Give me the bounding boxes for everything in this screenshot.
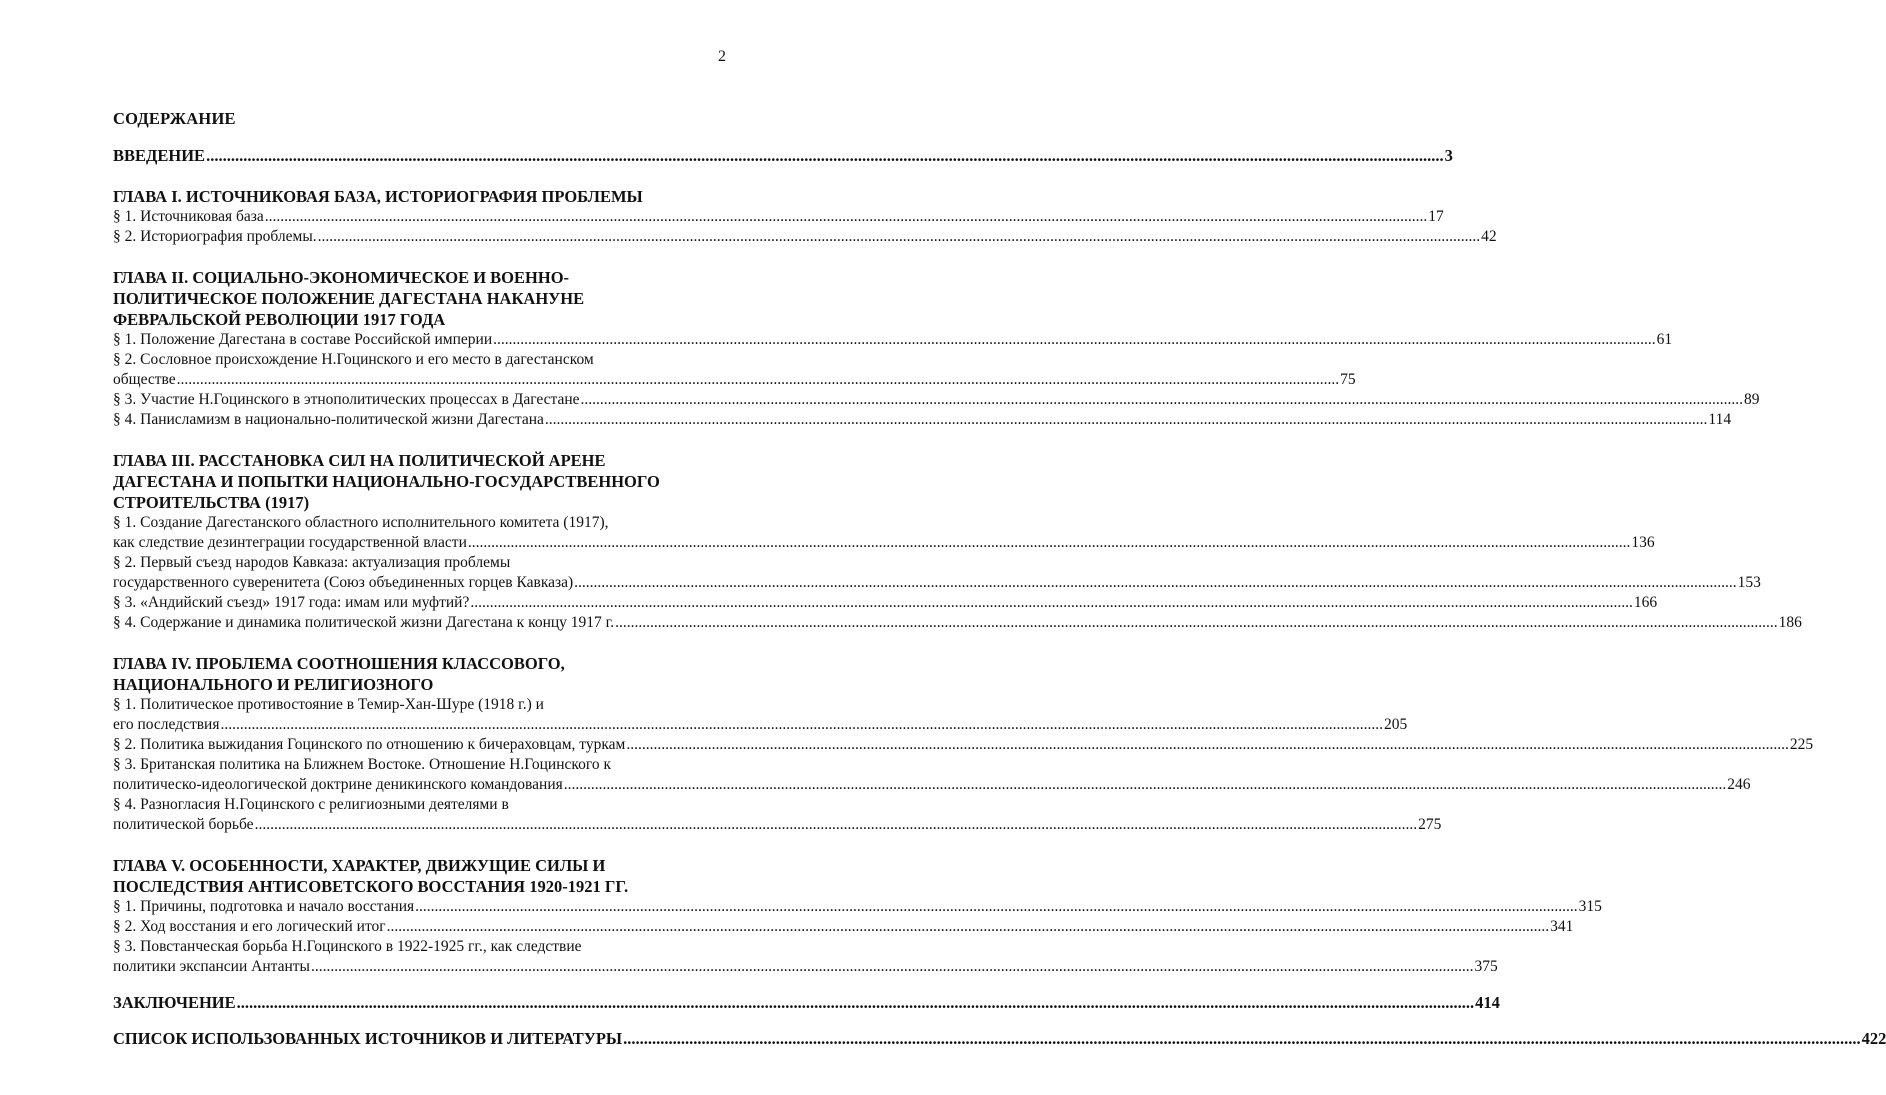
section-title: как следствие дезинтеграции государственной власти [113, 534, 467, 551]
toc-entry [113, 370, 1356, 390]
section-line: § 2. Сословное происхождение Н.Гоцинского и его место в дагестанском [113, 351, 594, 368]
section-line: § 1. Политическое противостояние в Темир-Хан-Шуре (1918 г.) и [113, 696, 544, 713]
dot-leader: ............................................................................................................................................................................................................................................................................................................ [574, 574, 1737, 591]
section-title: обществе [113, 371, 176, 388]
toc-entry [113, 390, 1760, 410]
toc-entry [113, 227, 1497, 247]
entry-title: СПИСОК ИСПОЛЬЗОВАННЫХ ИСТОЧНИКОВ И ЛИТЕРАТУРЫ [113, 1029, 623, 1048]
section-title: государственного суверенитета (Союз объединенных горцев Кавказа) [113, 574, 574, 591]
chapter-block [113, 186, 1497, 247]
section-title: § 2. Историография проблемы. [113, 228, 317, 245]
section-page: 225 [1789, 736, 1814, 753]
dot-leader: ............................................................................................................................................................................................................................................................................................................ [470, 594, 1633, 611]
toc-entry [113, 815, 1442, 835]
section-page: 246 [1727, 776, 1751, 793]
section-page: 153 [1737, 574, 1761, 591]
toc-entry-conclusion [113, 993, 1500, 1013]
dot-leader: ............................................................................................................................................................................................................................................................................................................ [544, 411, 1708, 428]
chapter-title: ДАГЕСТАНА И ПОПЫТКИ НАЦИОНАЛЬНО-ГОСУДАРСТВЕННОГО [113, 472, 660, 491]
dot-leader: ............................................................................................................................................................................................................................................................................................................ [563, 776, 1727, 793]
entry-page: 414 [1475, 993, 1500, 1012]
dot-leader: ............................................................................................................................................................................................................................................................................................................ [580, 391, 1744, 408]
toc-entry [113, 613, 1802, 633]
section-line: § 2. Первый съезд народов Кавказа: актуализация проблемы [113, 554, 511, 571]
toc-entry [113, 735, 1814, 755]
chapter-block [113, 855, 1602, 977]
dot-leader: ............................................................................................................................................................................................................................................................................................................ [254, 816, 1418, 833]
entry-title: ЗАКЛЮЧЕНИЕ [113, 993, 236, 1012]
section-title: политики экспансии Антанты [113, 958, 310, 975]
toc-entry [113, 775, 1751, 795]
chapter-title: ГЛАВА IV. ПРОБЛЕМА СООТНОШЕНИЯ КЛАССОВОГО, [113, 654, 565, 673]
chapter-block [113, 267, 1760, 430]
section-page: 136 [1631, 534, 1655, 551]
dot-leader: ............................................................................................................................................................................................................................................................................................................ [206, 146, 1444, 165]
section-page: 42 [1481, 228, 1497, 245]
toc-entry-introduction [113, 146, 1453, 166]
toc-entry [113, 957, 1498, 977]
dot-leader: ............................................................................................................................................................................................................................................................................................................ [623, 1029, 1861, 1048]
page-title: СОДЕРЖАНИЕ [113, 109, 236, 128]
section-title: § 2. Политика выжидания Гоцинского по отношению к бичераховцам, туркам [113, 736, 626, 753]
toc-entry [113, 917, 1574, 937]
dot-leader: ............................................................................................................................................................................................................................................................................................................ [176, 371, 1340, 388]
chapter-block [113, 450, 1802, 633]
toc-entry [113, 533, 1655, 553]
section-title: § 1. Источниковая база [113, 208, 264, 225]
toc-entry [113, 207, 1444, 227]
section-page: 205 [1383, 716, 1408, 733]
section-title: § 3. Участие Н.Гоцинского в этнополитических процессах в Дагестане [113, 391, 580, 408]
toc-entry [113, 715, 1408, 735]
entry-page: 422 [1861, 1029, 1886, 1048]
section-page: 375 [1474, 958, 1498, 975]
section-title: его последствия [113, 716, 220, 733]
toc-entry [113, 330, 1673, 350]
section-title: политическо-идеологической доктрине деникинского командования [113, 776, 563, 793]
toc-entry [113, 573, 1761, 593]
entry-page: 3 [1444, 146, 1453, 165]
chapters-list [113, 186, 1814, 977]
dot-leader: ............................................................................................................................................................................................................................................................................................................ [264, 208, 1428, 225]
section-line: § 1. Создание Дагестанского областного исполнительного комитета (1917), [113, 514, 609, 531]
chapter-title: ФЕВРАЛЬСКОЙ РЕВОЛЮЦИИ 1917 ГОДА [113, 310, 446, 329]
table-of-contents [113, 146, 1886, 1049]
dot-leader: ............................................................................................................................................................................................................................................................................................................ [626, 736, 1789, 753]
chapter-title: ГЛАВА I. ИСТОЧНИКОВАЯ БАЗА, ИСТОРИОГРАФИЯ ПРОБЛЕМЫ [113, 187, 643, 206]
section-page: 315 [1578, 898, 1602, 915]
toc-entry-bibliography [113, 1029, 1886, 1049]
section-title: политической борьбе [113, 816, 254, 833]
dot-leader: ............................................................................................................................................................................................................................................................................................................ [493, 331, 1656, 348]
dot-leader: ............................................................................................................................................................................................................................................................................................................ [236, 993, 1475, 1012]
section-page: 75 [1340, 371, 1356, 388]
toc-entry [113, 593, 1658, 613]
section-line: § 4. Разногласия Н.Гоцинского с религиозными деятелями в [113, 796, 509, 813]
chapter-title: ГЛАВА V. ОСОБЕННОСТИ, ХАРАКТЕР, ДВИЖУЩИЕ СИЛЫ И [113, 856, 606, 875]
dot-leader: ............................................................................................................................................................................................................................................................................................................ [310, 958, 1474, 975]
section-page: 166 [1633, 594, 1658, 611]
chapter-title: ГЛАВА II. СОЦИАЛЬНО-ЭКОНОМИЧЕСКОЕ И ВОЕННО- [113, 268, 570, 287]
section-line: § 3. Повстанческая борьба Н.Гоцинского в 1922-1925 гг., как следствие [113, 938, 582, 955]
section-page: 186 [1778, 614, 1802, 631]
section-page: 275 [1418, 816, 1442, 833]
dot-leader: ............................................................................................................................................................................................................................................................................................................ [220, 716, 1383, 733]
toc-entry [113, 897, 1602, 917]
dot-leader: ............................................................................................................................................................................................................................................................................................................ [467, 534, 1631, 551]
section-page: 61 [1656, 331, 1673, 348]
section-title: § 2. Ход восстания и его логический итог [113, 918, 386, 935]
toc-entry [113, 410, 1732, 430]
section-line: § 3. Британская политика на Ближнем Востоке. Отношение Н.Гоцинского к [113, 756, 612, 773]
section-page: 114 [1708, 411, 1732, 428]
section-page: 341 [1550, 918, 1574, 935]
chapter-title: НАЦИОНАЛЬНОГО И РЕЛИГИОЗНОГО [113, 675, 434, 694]
dot-leader: ............................................................................................................................................................................................................................................................................................................ [317, 228, 1481, 245]
chapter-block [113, 653, 1814, 835]
chapter-title: ГЛАВА III. РАССТАНОВКА СИЛ НА ПОЛИТИЧЕСКОЙ АРЕНЕ [113, 451, 606, 470]
chapter-title: ПОСЛЕДСТВИЯ АНТИСОВЕТСКОГО ВОССТАНИЯ 1920-1921 ГГ. [113, 877, 629, 896]
chapter-title: ПОЛИТИЧЕСКОЕ ПОЛОЖЕНИЕ ДАГЕСТАНА НАКАНУНЕ [113, 289, 585, 308]
section-title: § 3. «Андийский съезд» 1917 года: имам или муфтий? [113, 594, 470, 611]
section-title: § 4. Панисламизм в национально-политической жизни Дагестана [113, 411, 544, 428]
section-page: 89 [1744, 391, 1760, 408]
section-page: 17 [1428, 208, 1444, 225]
section-title: § 1. Положение Дагестана в составе Российской империи [113, 331, 493, 348]
dot-leader: ............................................................................................................................................................................................................................................................................................................ [615, 614, 1778, 631]
page-number: 2 [718, 48, 726, 65]
section-title: § 1. Причины, подготовка и начало восстания [113, 898, 415, 915]
entry-title: ВВЕДЕНИЕ [113, 146, 206, 165]
dot-leader: ............................................................................................................................................................................................................................................................................................................ [386, 918, 1550, 935]
dot-leader: ............................................................................................................................................................................................................................................................................................................ [415, 898, 1578, 915]
section-title: § 4. Содержание и динамика политической жизни Дагестана к концу 1917 г. [113, 614, 615, 631]
chapter-title: СТРОИТЕЛЬСТВА (1917) [113, 493, 310, 512]
